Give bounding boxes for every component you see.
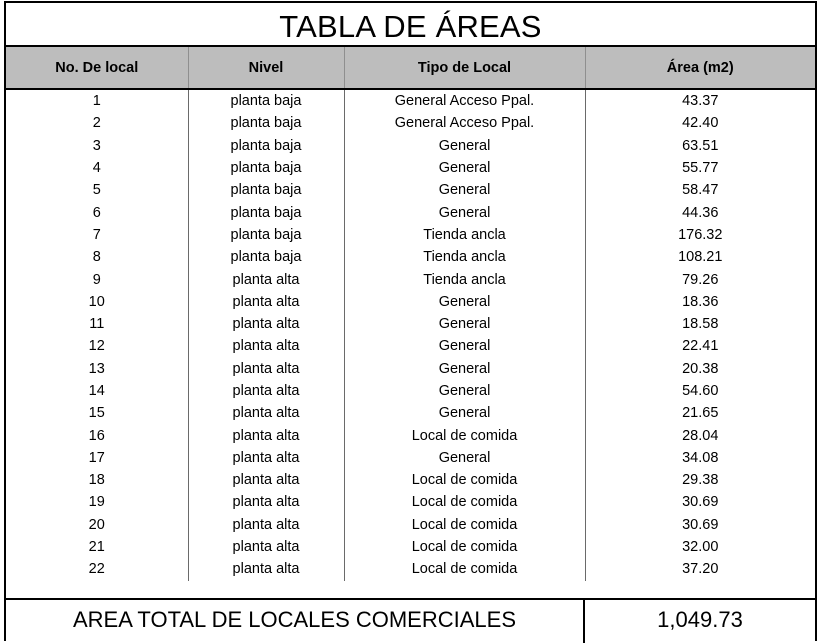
level-cell: planta baja (188, 135, 344, 157)
local-type-cell: General (344, 447, 585, 469)
level-cell: planta alta (188, 402, 344, 424)
level-cell: planta alta (188, 268, 344, 290)
table-row (6, 268, 815, 290)
area-cell: 54.60 (585, 380, 815, 402)
table-row (6, 201, 815, 223)
table-body (6, 89, 815, 581)
area-cell: 42.40 (585, 112, 815, 134)
table-row (6, 291, 815, 313)
table-row (6, 358, 815, 380)
table-row (6, 157, 815, 179)
local-number-cell: 17 (6, 447, 188, 469)
level-cell: planta alta (188, 424, 344, 446)
area-cell: 20.38 (585, 358, 815, 380)
local-type-cell: General (344, 157, 585, 179)
area-cell: 63.51 (585, 135, 815, 157)
local-type-cell: Local de comida (344, 424, 585, 446)
level-cell: planta alta (188, 469, 344, 491)
local-type-cell: General Acceso Ppal. (344, 112, 585, 134)
local-number-cell: 20 (6, 514, 188, 536)
local-number-cell: 4 (6, 157, 188, 179)
total-value: 1,049.73 (657, 607, 743, 632)
table-row (6, 112, 815, 134)
local-type-cell: General (344, 358, 585, 380)
local-type-cell: Tienda ancla (344, 268, 585, 290)
level-cell: planta alta (188, 313, 344, 335)
area-cell: 58.47 (585, 179, 815, 201)
level-cell: planta alta (188, 358, 344, 380)
local-number-cell: 18 (6, 469, 188, 491)
area-cell: 176.32 (585, 224, 815, 246)
table-row (6, 135, 815, 157)
local-number-cell: 11 (6, 313, 188, 335)
local-number-cell: 19 (6, 491, 188, 513)
area-table (6, 47, 815, 581)
local-type-cell: General (344, 291, 585, 313)
header-row (6, 47, 815, 89)
local-number-cell: 2 (6, 112, 188, 134)
table-row (6, 402, 815, 424)
table-row (6, 447, 815, 469)
local-type-cell: Local de comida (344, 536, 585, 558)
local-number-cell: 7 (6, 224, 188, 246)
local-number-cell: 22 (6, 558, 188, 580)
table-row (6, 469, 815, 491)
total-row (6, 598, 815, 643)
area-cell: 43.37 (585, 89, 815, 112)
table-row (6, 424, 815, 446)
level-cell: planta baja (188, 157, 344, 179)
level-cell: planta alta (188, 558, 344, 580)
local-type-cell: General (344, 179, 585, 201)
table-row (6, 313, 815, 335)
local-type-cell: Tienda ancla (344, 224, 585, 246)
table-row (6, 224, 815, 246)
area-cell: 108.21 (585, 246, 815, 268)
level-cell: planta baja (188, 246, 344, 268)
area-table-sheet (4, 1, 817, 641)
local-type-cell: General (344, 135, 585, 157)
table-row (6, 380, 815, 402)
local-number-cell: 10 (6, 291, 188, 313)
level-cell: planta alta (188, 491, 344, 513)
level-cell: planta alta (188, 291, 344, 313)
header-local-type: Tipo de Local (344, 47, 585, 89)
local-number-cell: 6 (6, 201, 188, 223)
table-row (6, 179, 815, 201)
local-number-cell: 16 (6, 424, 188, 446)
local-type-cell: Local de comida (344, 491, 585, 513)
area-cell: 30.69 (585, 514, 815, 536)
area-cell: 34.08 (585, 447, 815, 469)
local-number-cell: 1 (6, 89, 188, 112)
local-type-cell: Local de comida (344, 469, 585, 491)
level-cell: planta baja (188, 179, 344, 201)
local-number-cell: 5 (6, 179, 188, 201)
table-row (6, 536, 815, 558)
level-cell: planta alta (188, 447, 344, 469)
level-cell: planta baja (188, 224, 344, 246)
local-number-cell: 14 (6, 380, 188, 402)
local-type-cell: General (344, 380, 585, 402)
local-type-cell: Local de comida (344, 514, 585, 536)
total-label: AREA TOTAL DE LOCALES COMERCIALES (6, 600, 585, 643)
table-row (6, 491, 815, 513)
area-cell: 29.38 (585, 469, 815, 491)
local-number-cell: 9 (6, 268, 188, 290)
area-cell: 44.36 (585, 201, 815, 223)
local-number-cell: 3 (6, 135, 188, 157)
local-type-cell: General Acceso Ppal. (344, 89, 585, 112)
area-cell: 30.69 (585, 491, 815, 513)
area-cell: 18.36 (585, 291, 815, 313)
level-cell: planta baja (188, 201, 344, 223)
table-row (6, 89, 815, 112)
local-number-cell: 13 (6, 358, 188, 380)
header-area: Área (m2) (585, 47, 815, 89)
table-row (6, 335, 815, 357)
area-cell: 55.77 (585, 157, 815, 179)
area-cell: 28.04 (585, 424, 815, 446)
table-row (6, 514, 815, 536)
table-row (6, 246, 815, 268)
area-cell: 79.26 (585, 268, 815, 290)
header-level: Nivel (188, 47, 344, 89)
area-cell: 21.65 (585, 402, 815, 424)
level-cell: planta alta (188, 536, 344, 558)
header-local-number: No. De local (6, 47, 188, 89)
local-type-cell: Local de comida (344, 558, 585, 580)
table-row (6, 558, 815, 580)
local-type-cell: General (344, 201, 585, 223)
table-title: TABLA DE ÁREAS (6, 3, 815, 47)
local-number-cell: 8 (6, 246, 188, 268)
local-type-cell: General (344, 335, 585, 357)
level-cell: planta baja (188, 112, 344, 134)
local-number-cell: 21 (6, 536, 188, 558)
local-type-cell: General (344, 313, 585, 335)
area-cell: 37.20 (585, 558, 815, 580)
area-cell: 32.00 (585, 536, 815, 558)
level-cell: planta alta (188, 335, 344, 357)
level-cell: planta baja (188, 89, 344, 112)
local-number-cell: 12 (6, 335, 188, 357)
local-type-cell: General (344, 402, 585, 424)
level-cell: planta alta (188, 514, 344, 536)
level-cell: planta alta (188, 380, 344, 402)
local-type-cell: Tienda ancla (344, 246, 585, 268)
area-cell: 22.41 (585, 335, 815, 357)
area-cell: 18.58 (585, 313, 815, 335)
local-number-cell: 15 (6, 402, 188, 424)
